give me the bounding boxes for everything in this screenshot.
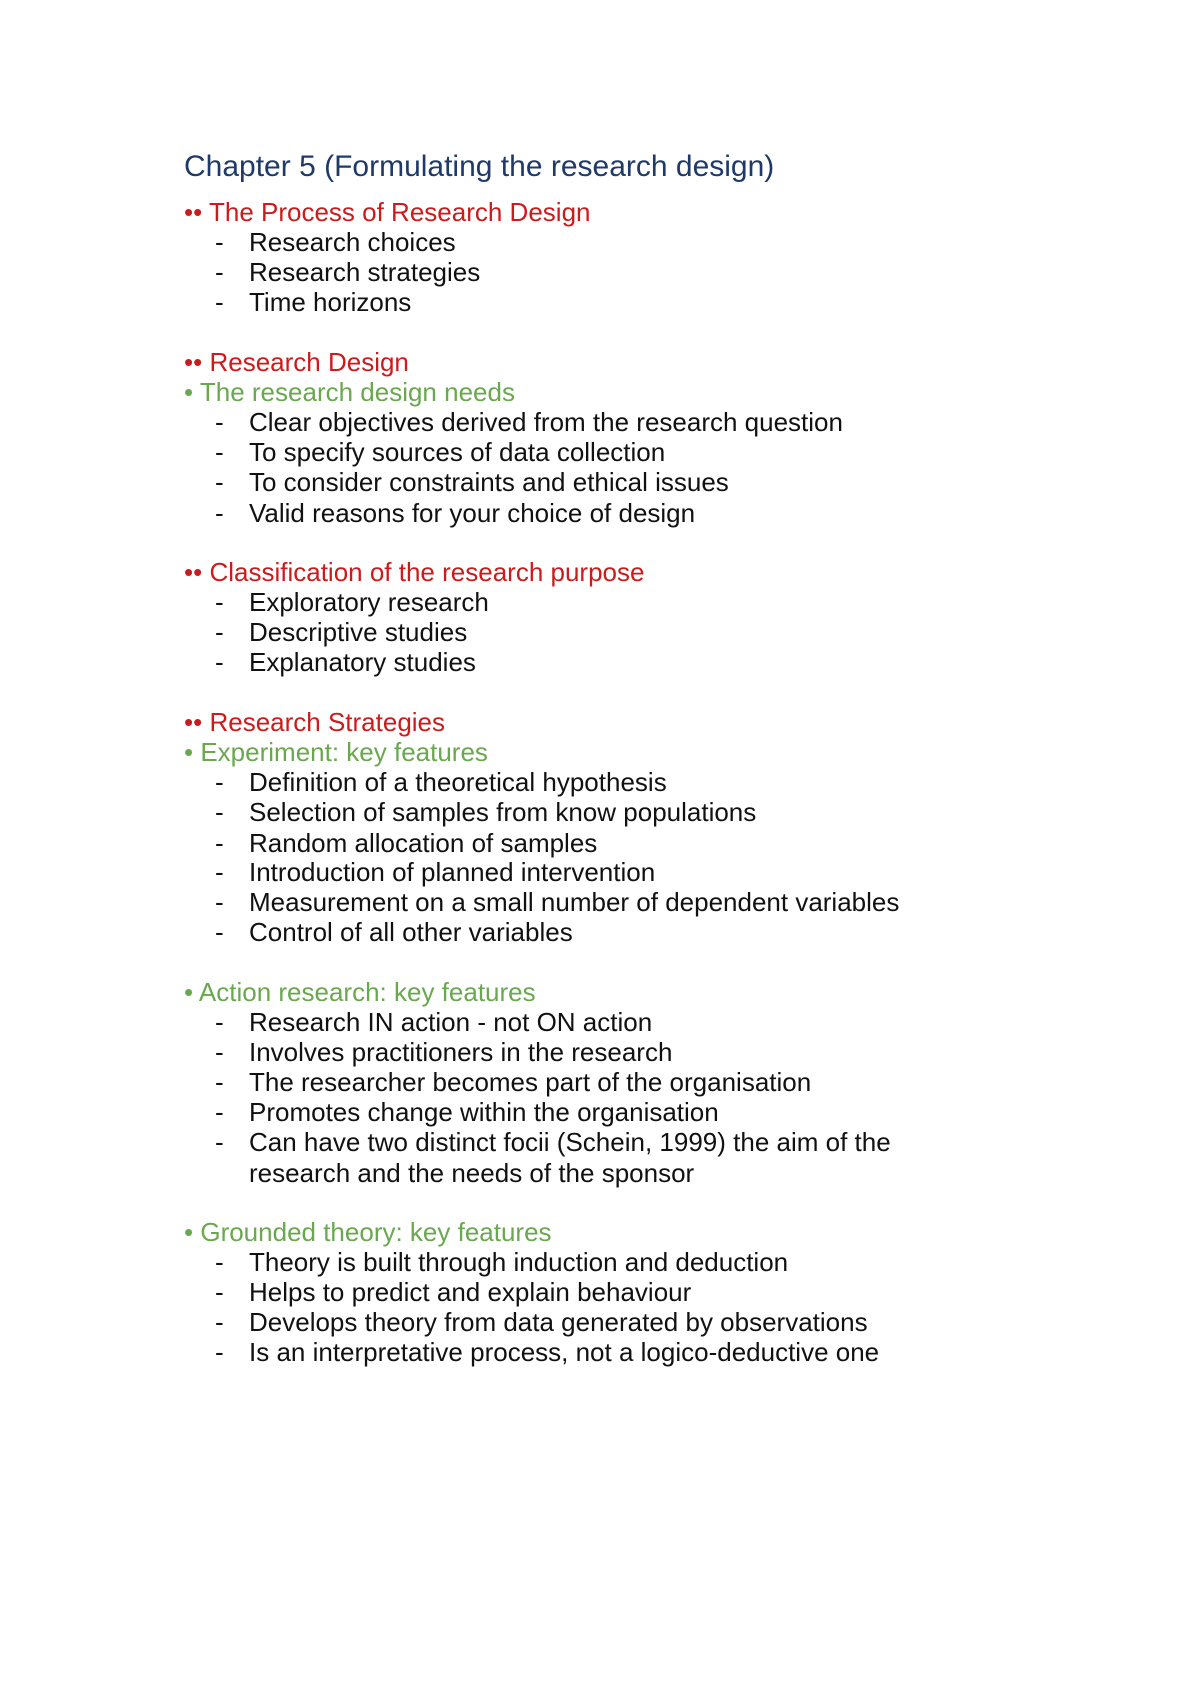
item-text: Definition of a theoretical hypothesis [249,767,667,797]
subheading-experiment [184,736,488,768]
item-text: Random allocation of samples [249,828,598,858]
dash-bullet: - [215,857,224,887]
list-item [215,1336,879,1368]
dash-bullet: - [215,1037,224,1067]
dash-bullet: - [215,917,224,947]
single-bullet: • [184,737,194,767]
section-heading-design [184,346,409,378]
item-text: Is an interpretative process, not a logico-deductive one [249,1337,880,1367]
double-bullet: •• [184,347,203,377]
subheading-text: The research design needs [199,377,515,407]
item-text: Descriptive studies [249,617,468,647]
item-text: Clear objectives derived from the research question [249,407,843,437]
list-item [215,827,597,859]
list-item [215,886,899,918]
single-bullet: • [184,977,194,1007]
item-text: Research choices [249,227,456,257]
item-text: Valid reasons for your choice of design [249,498,696,528]
subheading-design-needs [184,376,515,408]
list-item [215,406,843,438]
item-text: Exploratory research [249,587,489,617]
section-heading-classification [184,556,644,588]
list-item [215,1126,891,1158]
list-item [215,226,456,258]
list-item [215,916,573,948]
dash-bullet: - [215,467,224,497]
dash-bullet: - [215,1337,224,1367]
item-text: Involves practitioners in the research [249,1037,673,1067]
dash-bullet: - [215,617,224,647]
single-bullet: • [184,377,194,407]
heading-text: Research Design [209,347,409,377]
heading-text: Research Strategies [209,707,446,737]
list-item [215,856,655,888]
dash-bullet: - [215,647,224,677]
item-text: Helps to predict and explain behaviour [249,1277,692,1307]
dash-bullet: - [215,407,224,437]
list-item [215,1066,811,1098]
subheading-grounded-theory [184,1216,552,1248]
dash-bullet: - [215,1247,224,1277]
item-text: Promotes change within the organisation [249,1097,719,1127]
dash-bullet: - [215,828,224,858]
dash-bullet: - [215,287,224,317]
list-item [215,1306,868,1338]
list-item [215,1036,672,1068]
list-item [215,586,489,618]
subheading-text: Grounded theory: key features [200,1217,552,1247]
dash-bullet: - [215,1097,224,1127]
list-item [215,646,476,678]
dash-bullet: - [215,1067,224,1097]
list-item [215,1276,691,1308]
dash-bullet: - [215,498,224,528]
list-item [215,1246,788,1278]
list-item [215,497,695,529]
dash-bullet: - [215,587,224,617]
list-item [215,766,667,798]
item-text: Research IN action - not ON action [249,1007,653,1037]
list-item [215,256,480,288]
heading-text: Classification of the research purpose [209,557,645,587]
item-text: Selection of samples from know populations [249,797,757,827]
item-text: Time horizons [249,287,412,317]
dash-bullet: - [215,797,224,827]
item-text: Can have two distinct focii (Schein, 1999) the aim of the [249,1127,891,1157]
dash-bullet: - [215,257,224,287]
list-item [215,1006,652,1038]
dash-bullet: - [215,1277,224,1307]
item-text: Introduction of planned intervention [249,857,656,887]
single-bullet: • [184,1217,194,1247]
item-text: Theory is built through induction and deduction [249,1247,789,1277]
heading-text: The Process of Research Design [208,197,591,227]
list-item [215,1096,719,1128]
item-text: Research strategies [249,257,481,287]
dash-bullet: - [215,1307,224,1337]
list-item [215,616,467,648]
dash-bullet: - [215,437,224,467]
subheading-text: Experiment: key features [200,737,488,767]
page-title: Chapter 5 (Formulating the research design) [184,150,775,183]
item-text: To specify sources of data collection [249,437,666,467]
double-bullet: •• [184,197,203,227]
section-heading-strategies [184,706,445,738]
section-heading-process [184,196,591,228]
list-item [215,466,729,498]
subheading-action-research [184,976,536,1008]
double-bullet: •• [184,707,203,737]
dash-bullet: - [215,227,224,257]
dash-bullet: - [215,887,224,917]
item-text: The researcher becomes part of the organisation [249,1067,812,1097]
item-text: Explanatory studies [249,647,476,677]
item-text: Develops theory from data generated by observations [249,1307,868,1337]
subheading-text: Action research: key features [198,977,536,1007]
dash-bullet: - [215,1007,224,1037]
list-item-continuation: research and the needs of the sponsor [249,1158,695,1188]
list-item [215,436,665,468]
item-text: Control of all other variables [249,917,573,947]
dash-bullet: - [215,1127,224,1157]
dash-bullet: - [215,767,224,797]
item-text: To consider constraints and ethical issues [249,467,729,497]
double-bullet: •• [184,557,203,587]
list-item [215,796,756,828]
item-text: Measurement on a small number of dependent variables [249,887,900,917]
list-item [215,286,411,318]
